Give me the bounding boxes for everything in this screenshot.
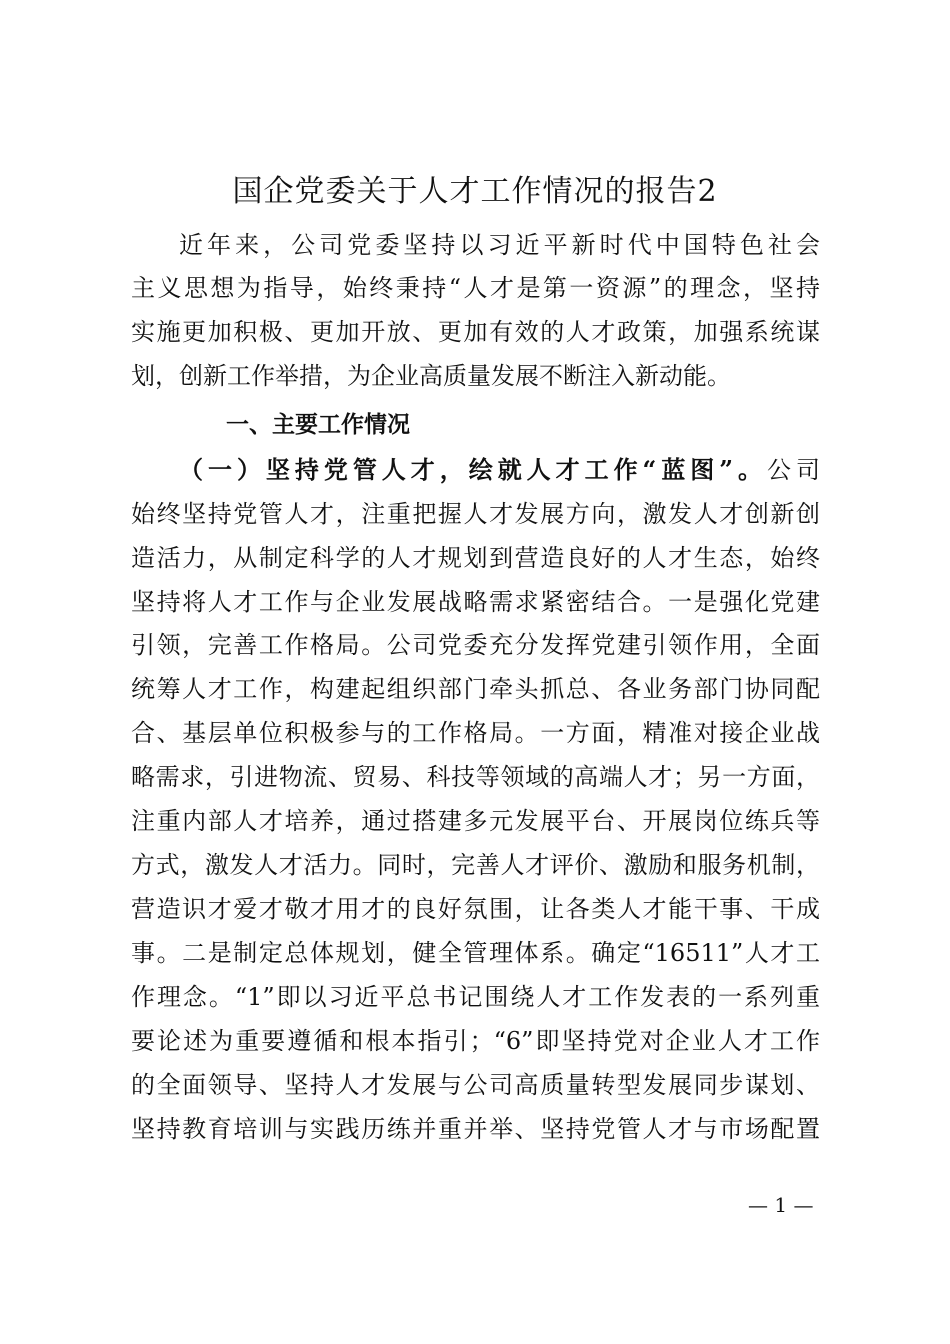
body-line: 略需求，引进物流、贸易、科技等领域的高端人才；另一方面， xyxy=(131,763,820,791)
body-line: 要论述为重要遵循和根本指引；“6”即坚持党对企业人才工作 xyxy=(131,1027,820,1055)
body-line: 合、基层单位积极参与的工作格局。一方面，精准对接企业战 xyxy=(131,719,820,747)
intro-line: 近年来，公司党委坚持以习近平新时代中国特色社会 xyxy=(179,231,820,259)
body-line: 坚持将人才工作与企业发展战略需求紧密结合。一是强化党建 xyxy=(131,588,820,616)
body-line: 引领，完善工作格局。公司党委充分发挥党建引领作用，全面 xyxy=(131,631,820,659)
body-line: 方式，激发人才活力。同时，完善人才评价、激励和服务机制， xyxy=(131,851,820,879)
body-line: 坚持教育培训与实践历练并重并举、坚持党管人才与市场配置 xyxy=(131,1115,820,1143)
body-line: 注重内部人才培养，通过搭建多元发展平台、开展岗位练兵等 xyxy=(131,807,820,835)
body-line: 始终坚持党管人才，注重把握人才发展方向，激发人才创新创 xyxy=(131,500,820,528)
sub-heading: （一）坚持党管人才，绘就人才工作“蓝图”。 xyxy=(179,455,768,484)
body-line: 营造识才爱才敬才用才的良好氛围，让各类人才能干事、干成 xyxy=(131,895,820,923)
body-line: 的全面领导、坚持人才发展与公司高质量转型发展同步谋划、 xyxy=(131,1071,820,1099)
body-line: 事。二是制定总体规划，健全管理体系。确定“16511”人才工 xyxy=(131,939,820,967)
intro-line: 划，创新工作举措，为企业高质量发展不断注入新动能。 xyxy=(131,362,731,390)
sub-heading-tail: 公司 xyxy=(767,456,821,484)
section-heading: 一、主要工作情况 xyxy=(226,412,410,438)
intro-line: 实施更加积极、更加开放、更加有效的人才政策，加强系统谋 xyxy=(131,318,820,346)
sub-heading-line xyxy=(179,455,820,485)
page-number: — 1 — xyxy=(748,1193,814,1217)
body-line: 统筹人才工作，构建起组织部门牵头抓总、各业务部门协同配 xyxy=(131,675,820,703)
document-title: 国企党委关于人才工作情况的报告2 xyxy=(232,174,718,209)
body-line: 造活力，从制定科学的人才规划到营造良好的人才生态，始终 xyxy=(131,544,820,572)
body-line: 作理念。“1”即以习近平总书记围绕人才工作发表的一系列重 xyxy=(131,983,820,1011)
intro-line: 主义思想为指导，始终秉持“人才是第一资源”的理念，坚持 xyxy=(131,274,820,302)
